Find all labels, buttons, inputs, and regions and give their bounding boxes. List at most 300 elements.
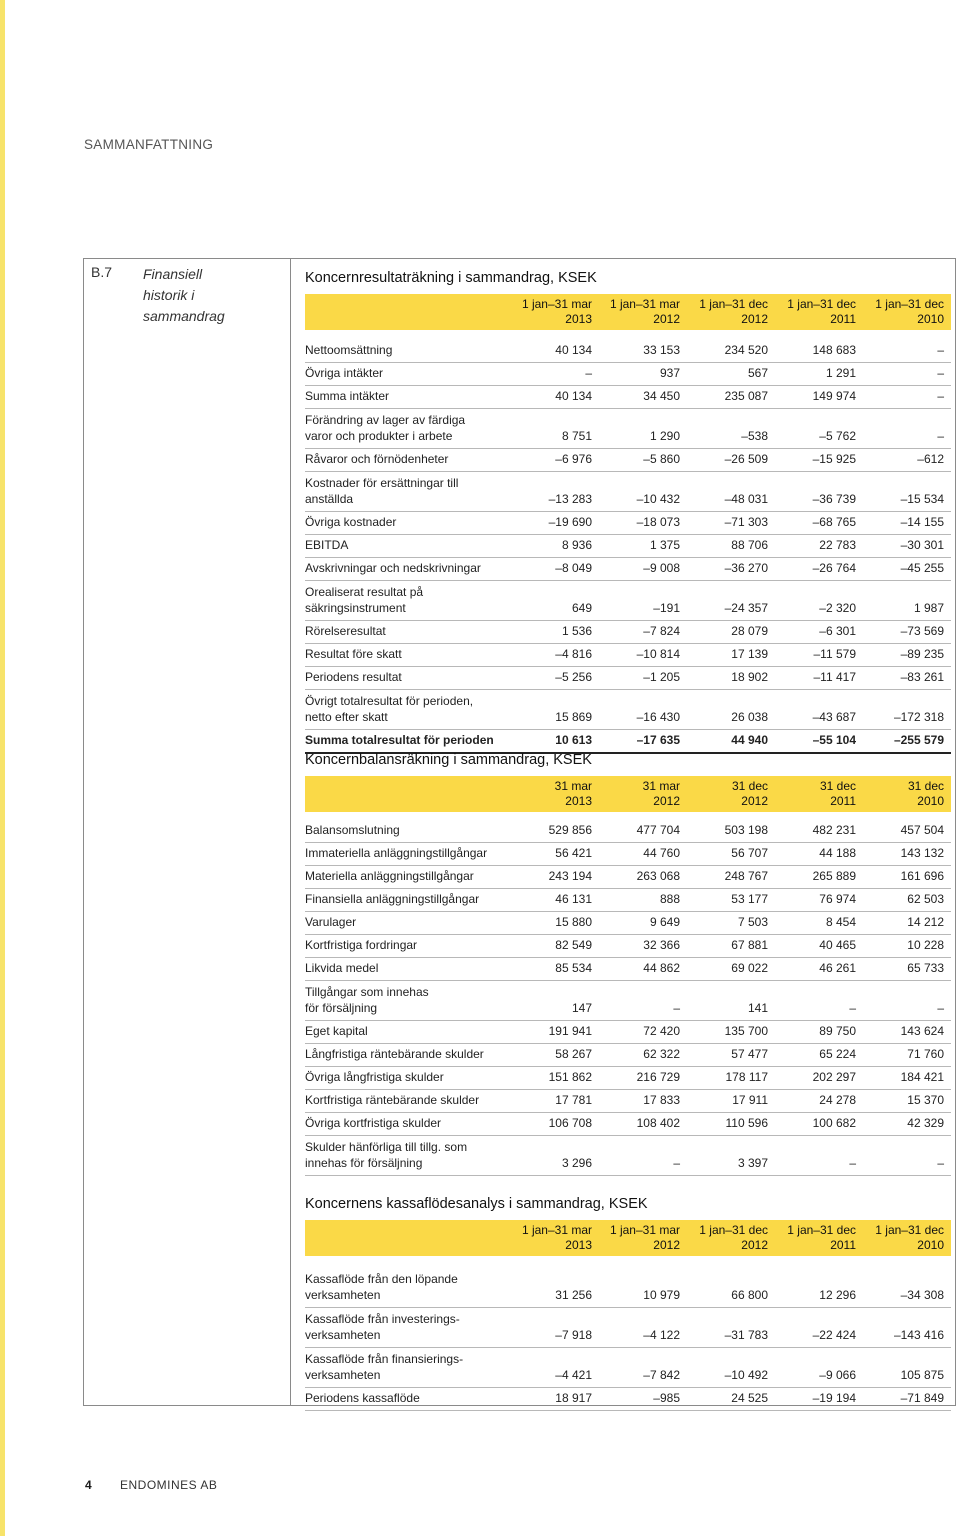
row-label xyxy=(305,868,474,884)
row-value: 33 153 xyxy=(643,343,680,357)
row-label xyxy=(305,514,396,530)
row-label-line: Övriga kortfristiga skulder xyxy=(305,1116,442,1130)
row-value: 24 278 xyxy=(819,1093,856,1107)
row-value: –7 918 xyxy=(555,1328,592,1342)
row-value: – xyxy=(673,1001,680,1015)
row-label xyxy=(305,584,423,616)
row-value: – xyxy=(937,429,944,443)
row-label-line: verksamheten xyxy=(305,1368,381,1382)
row-value: 40 134 xyxy=(555,389,592,403)
row-value: 477 704 xyxy=(636,823,680,837)
row-label xyxy=(305,1046,484,1062)
row-value: –19 690 xyxy=(548,515,592,529)
row-value: 1 290 xyxy=(649,429,680,443)
row-value: –22 424 xyxy=(812,1328,856,1342)
column-header-line: 1 jan–31 dec xyxy=(787,297,856,311)
row-value: 151 862 xyxy=(548,1070,592,1084)
row-value: 72 420 xyxy=(643,1024,680,1038)
row-value: 937 xyxy=(659,366,680,380)
row-value: –19 194 xyxy=(812,1391,856,1405)
row-label xyxy=(305,693,473,725)
table-row xyxy=(305,535,951,558)
row-value: 3 397 xyxy=(737,1156,768,1170)
row-value: 143 132 xyxy=(900,846,944,860)
column-header-line: 2011 xyxy=(830,312,856,326)
column-header-line: 1 jan–31 mar xyxy=(609,1223,680,1237)
row-value: – xyxy=(937,389,944,403)
column-header xyxy=(680,1223,768,1253)
row-value: 1 536 xyxy=(561,624,592,638)
table-row xyxy=(305,558,951,581)
row-value: 69 022 xyxy=(731,961,768,975)
row-label xyxy=(305,365,383,381)
row-value: 503 198 xyxy=(724,823,768,837)
column-header xyxy=(592,779,680,809)
table-row xyxy=(305,912,951,935)
row-value: –10 814 xyxy=(636,647,680,661)
row-value: –15 534 xyxy=(900,492,944,506)
section-header: SAMMANFATTNING xyxy=(84,137,214,152)
row-label-line: Summa totalresultat för perioden xyxy=(305,733,494,747)
row-label xyxy=(305,1390,420,1406)
box-title-line: sammandrag xyxy=(143,308,225,324)
column-header-line: 2013 xyxy=(565,794,592,808)
row-value: 44 760 xyxy=(643,846,680,860)
row-value: 44 188 xyxy=(819,846,856,860)
table-body xyxy=(305,340,951,754)
row-value: –43 687 xyxy=(812,710,856,724)
table-title: Koncernbalansräkning i sammandrag, KSEK xyxy=(305,752,592,768)
row-label xyxy=(305,475,458,507)
table-row xyxy=(305,843,951,866)
table-body xyxy=(305,820,951,1176)
column-header-line: 2012 xyxy=(741,1238,768,1252)
table-row xyxy=(305,889,951,912)
table-row xyxy=(305,958,951,981)
column-header-line: 2013 xyxy=(565,1238,592,1252)
row-label-line: Kortfristiga räntebärande skulder xyxy=(305,1093,480,1107)
table-row xyxy=(305,935,951,958)
row-value: –68 765 xyxy=(812,515,856,529)
row-label xyxy=(305,1139,467,1171)
row-value: –9 066 xyxy=(819,1368,856,1382)
row-value: 457 504 xyxy=(900,823,944,837)
row-value: 56 707 xyxy=(731,846,768,860)
column-header xyxy=(768,297,856,327)
table-row xyxy=(305,644,951,667)
row-label xyxy=(305,1311,460,1343)
table-row xyxy=(305,866,951,889)
row-value: –10 432 xyxy=(636,492,680,506)
row-label xyxy=(305,732,494,748)
row-value: –73 569 xyxy=(900,624,944,638)
row-value: 1 375 xyxy=(649,538,680,552)
table-header-band xyxy=(305,294,951,330)
table-row xyxy=(305,512,951,535)
cash-flow-table xyxy=(305,1196,951,1411)
row-value: 57 477 xyxy=(731,1047,768,1061)
row-label-line: Finansiella anläggningstillgångar xyxy=(305,892,480,906)
column-header-line: 1 jan–31 dec xyxy=(699,1223,768,1237)
row-value: 235 087 xyxy=(724,389,768,403)
row-label-line: innehas för försäljning xyxy=(305,1156,423,1170)
row-label-line: Resultat före skatt xyxy=(305,647,402,661)
row-value: 482 231 xyxy=(812,823,856,837)
column-header xyxy=(504,1223,592,1253)
row-value: –89 235 xyxy=(900,647,944,661)
column-header-line: 1 jan–31 mar xyxy=(609,297,680,311)
row-value: –143 416 xyxy=(893,1328,944,1342)
row-value: 66 800 xyxy=(731,1288,768,1302)
row-value: 40 134 xyxy=(555,343,592,357)
column-header-line: 2010 xyxy=(917,312,944,326)
row-value: –7 824 xyxy=(643,624,680,638)
column-header-line: 1 jan–31 dec xyxy=(875,1223,944,1237)
row-value: 85 534 xyxy=(555,961,592,975)
row-value: –13 283 xyxy=(548,492,592,506)
row-label xyxy=(305,1069,444,1085)
row-label-line: Immateriella anläggningstillgångar xyxy=(305,846,488,860)
box-number: B.7 xyxy=(91,264,113,280)
column-header xyxy=(680,779,768,809)
row-label-line: Periodens kassaflöde xyxy=(305,1391,420,1405)
row-value: 1 291 xyxy=(825,366,856,380)
row-label-line: Likvida medel xyxy=(305,961,379,975)
row-value: 147 xyxy=(571,1001,592,1015)
row-value: 17 911 xyxy=(732,1093,768,1107)
row-value: 88 706 xyxy=(731,538,768,552)
row-value: 71 760 xyxy=(907,1047,944,1061)
row-value: –191 xyxy=(653,601,680,615)
row-value: –10 492 xyxy=(724,1368,768,1382)
column-header xyxy=(768,779,856,809)
table-row xyxy=(305,1348,951,1388)
row-label xyxy=(305,914,356,930)
row-value: 567 xyxy=(747,366,768,380)
row-value: 10 228 xyxy=(907,938,944,952)
table-row xyxy=(305,1308,951,1348)
column-header-line: 2012 xyxy=(653,1238,680,1252)
row-value: 46 261 xyxy=(819,961,856,975)
row-value: 135 700 xyxy=(724,1024,768,1038)
row-label xyxy=(305,412,465,444)
row-value: –17 635 xyxy=(636,733,680,747)
column-header-line: 2011 xyxy=(830,794,856,808)
row-value: 888 xyxy=(659,892,680,906)
row-label-line: för försäljning xyxy=(305,1001,378,1015)
row-value: –1 205 xyxy=(643,670,680,684)
row-label-line: verksamheten xyxy=(305,1328,381,1342)
row-value: 243 194 xyxy=(548,869,592,883)
row-value: –45 255 xyxy=(900,561,944,575)
row-value: –14 155 xyxy=(900,515,944,529)
row-value: 265 889 xyxy=(812,869,856,883)
row-value: –2 320 xyxy=(819,601,856,615)
row-value: –11 417 xyxy=(813,670,856,684)
table-row xyxy=(305,386,951,409)
row-value: – xyxy=(937,1001,944,1015)
row-label-line: Rörelseresultat xyxy=(305,624,386,638)
column-header-line: 31 mar xyxy=(642,779,680,793)
row-value: 161 696 xyxy=(900,869,944,883)
row-value: 10 613 xyxy=(555,733,592,747)
row-value: – xyxy=(937,366,944,380)
row-value: 15 880 xyxy=(555,915,592,929)
row-value: 106 708 xyxy=(548,1116,592,1130)
row-label xyxy=(305,669,402,685)
table-row xyxy=(305,363,951,386)
column-header xyxy=(856,779,944,809)
row-label-line: Övrigt totalresultat för perioden, xyxy=(305,694,474,708)
row-label xyxy=(305,451,448,467)
table-row xyxy=(305,581,951,621)
table-row xyxy=(305,1044,951,1067)
column-header xyxy=(856,297,944,327)
row-value: –55 104 xyxy=(812,733,856,747)
row-value: –15 925 xyxy=(812,452,856,466)
row-value: – xyxy=(937,343,944,357)
company-name: ENDOMINES AB xyxy=(120,1478,218,1492)
row-value: 58 267 xyxy=(555,1047,592,1061)
row-value: 248 767 xyxy=(724,869,768,883)
box-column-divider xyxy=(290,258,291,1406)
row-label-line: Kostnader för ersättningar till xyxy=(305,476,459,490)
row-value: 14 212 xyxy=(907,915,944,929)
table-title: Koncernresultaträkning i sammandrag, KSEK xyxy=(305,270,597,286)
row-value: 44 862 xyxy=(643,961,680,975)
table-header-band xyxy=(305,1220,951,1256)
row-label-line: anställda xyxy=(305,492,354,506)
row-value: 8 751 xyxy=(561,429,592,443)
row-value: –26 764 xyxy=(812,561,856,575)
table-row xyxy=(305,340,951,363)
row-label-line: Avskrivningar och nedskrivningar xyxy=(305,561,481,575)
row-value: – xyxy=(937,1156,944,1170)
row-value: 18 902 xyxy=(731,670,768,684)
table-row xyxy=(305,667,951,690)
row-label xyxy=(305,342,392,358)
row-value: –26 509 xyxy=(724,452,768,466)
column-header-line: 31 dec xyxy=(907,779,944,793)
row-value: 234 520 xyxy=(724,343,768,357)
row-value: 42 329 xyxy=(907,1116,944,1130)
row-value: –11 579 xyxy=(813,647,856,661)
column-header-line: 2012 xyxy=(653,794,680,808)
row-label xyxy=(305,845,487,861)
row-label-line: Tillgångar som innehas xyxy=(305,985,429,999)
row-value: 108 402 xyxy=(636,1116,680,1130)
row-label-line: Övriga kostnader xyxy=(305,515,397,529)
row-value: 178 117 xyxy=(725,1070,768,1084)
row-label-line: Balansomslutning xyxy=(305,823,400,837)
row-value: –30 301 xyxy=(900,538,944,552)
row-value: 17 833 xyxy=(643,1093,680,1107)
column-header xyxy=(680,297,768,327)
row-value: 17 139 xyxy=(731,647,768,661)
row-label-line: verksamheten xyxy=(305,1288,381,1302)
row-value: 10 979 xyxy=(643,1288,680,1302)
row-label-line: Övriga långfristiga skulder xyxy=(305,1070,444,1084)
table-row xyxy=(305,981,951,1021)
column-header-line: 1 jan–31 mar xyxy=(521,297,592,311)
row-label xyxy=(305,1023,368,1039)
row-value: 15 370 xyxy=(907,1093,944,1107)
row-value: 62 322 xyxy=(643,1047,680,1061)
row-value: 149 974 xyxy=(812,389,856,403)
row-value: 184 421 xyxy=(900,1070,944,1084)
row-value: 3 296 xyxy=(561,1156,592,1170)
table-row xyxy=(305,472,951,512)
row-value: –172 318 xyxy=(893,710,944,724)
row-value: –4 122 xyxy=(643,1328,680,1342)
row-label-line: Eget kapital xyxy=(305,1024,368,1038)
row-value: –16 430 xyxy=(636,710,680,724)
table-title: Koncernens kassaflödesanalys i sammandrag, KSEK xyxy=(305,1196,648,1212)
row-value: –255 579 xyxy=(893,733,944,747)
row-value: –4 421 xyxy=(555,1368,592,1382)
table-row xyxy=(305,1136,951,1176)
row-value: 34 450 xyxy=(643,389,680,403)
column-header-line: 1 jan–31 dec xyxy=(699,297,768,311)
row-value: 22 783 xyxy=(819,538,856,552)
margin-color-strip xyxy=(0,0,5,1536)
row-value: –83 261 xyxy=(900,670,944,684)
row-value: –34 308 xyxy=(900,1288,944,1302)
row-label-line: Kassaflöde från finansierings- xyxy=(305,1352,464,1366)
row-value: 32 366 xyxy=(643,938,680,952)
row-label xyxy=(305,1351,463,1383)
row-value: –18 073 xyxy=(636,515,680,529)
row-value: –7 842 xyxy=(643,1368,680,1382)
row-label xyxy=(305,537,348,553)
row-label xyxy=(305,1092,479,1108)
row-value: 46 131 xyxy=(555,892,592,906)
row-label-line: Orealiserat resultat på xyxy=(305,585,424,599)
row-label-line: Materiella anläggningstillgångar xyxy=(305,869,474,883)
row-value: 9 649 xyxy=(649,915,680,929)
row-label xyxy=(305,960,378,976)
row-label xyxy=(305,646,402,662)
row-label-line: Kassaflöde från investerings- xyxy=(305,1312,460,1326)
row-value: 143 624 xyxy=(900,1024,944,1038)
row-value: –36 739 xyxy=(812,492,856,506)
row-label-line: varor och produkter i arbete xyxy=(305,429,453,443)
row-value: – xyxy=(849,1156,856,1170)
row-label-line: Kassaflöde från den löpande xyxy=(305,1272,458,1286)
row-label xyxy=(305,1271,458,1303)
table-row xyxy=(305,621,951,644)
row-value: –6 976 xyxy=(555,452,592,466)
row-value: 1 987 xyxy=(913,601,944,615)
balance-sheet-table xyxy=(305,752,951,1176)
row-value: – xyxy=(585,366,592,380)
row-value: 529 856 xyxy=(548,823,592,837)
row-label-line: Nettoomsättning xyxy=(305,343,393,357)
box-title-line: historik i xyxy=(143,287,195,303)
row-value: 56 421 xyxy=(555,846,592,860)
row-value: –8 049 xyxy=(555,561,592,575)
row-value: –71 849 xyxy=(900,1391,944,1405)
column-header-line: 31 dec xyxy=(819,779,856,793)
column-header-line: 31 mar xyxy=(554,779,592,793)
row-label-line: Övriga intäkter xyxy=(305,366,384,380)
row-value: 26 038 xyxy=(731,710,768,724)
row-value: – xyxy=(849,1001,856,1015)
row-value: 53 177 xyxy=(731,892,768,906)
row-value: 40 465 xyxy=(819,938,856,952)
table-row xyxy=(305,1090,951,1113)
row-value: 8 454 xyxy=(825,915,856,929)
row-value: 44 940 xyxy=(731,733,768,747)
row-value: 18 917 xyxy=(555,1391,592,1405)
column-header xyxy=(592,1223,680,1253)
row-value: 89 750 xyxy=(819,1024,856,1038)
column-header-line: 31 dec xyxy=(731,779,768,793)
row-value: 65 733 xyxy=(907,961,944,975)
table-row xyxy=(305,1067,951,1090)
row-value: –36 270 xyxy=(724,561,768,575)
row-value: 28 079 xyxy=(731,624,768,638)
row-value: 110 596 xyxy=(725,1116,768,1130)
row-label-line: EBITDA xyxy=(305,538,349,552)
row-value: –985 xyxy=(653,1391,680,1405)
row-label-line: Kortfristiga fordringar xyxy=(305,938,418,952)
row-value: 24 525 xyxy=(731,1391,768,1405)
column-header-line: 1 jan–31 dec xyxy=(787,1223,856,1237)
row-label xyxy=(305,984,429,1016)
row-value: 148 683 xyxy=(812,343,856,357)
row-label xyxy=(305,891,479,907)
table-row xyxy=(305,1113,951,1136)
table-row xyxy=(305,690,951,730)
column-header xyxy=(504,779,592,809)
table-row xyxy=(305,1021,951,1044)
row-label-line: Varulager xyxy=(305,915,357,929)
row-value: –4 816 xyxy=(555,647,592,661)
row-value: –612 xyxy=(917,452,944,466)
income-statement-table xyxy=(305,270,951,754)
table-body xyxy=(305,1268,951,1411)
column-header-line: 1 jan–31 mar xyxy=(521,1223,592,1237)
row-value: 100 682 xyxy=(812,1116,856,1130)
row-value: 202 297 xyxy=(812,1070,856,1084)
column-header-line: 2012 xyxy=(741,312,768,326)
column-header-line: 2010 xyxy=(917,1238,944,1252)
row-value: 191 941 xyxy=(548,1024,592,1038)
column-header-line: 2010 xyxy=(917,794,944,808)
row-value: 65 224 xyxy=(819,1047,856,1061)
row-value: 8 936 xyxy=(561,538,592,552)
row-value: 649 xyxy=(571,601,592,615)
table-row xyxy=(305,449,951,472)
row-label xyxy=(305,937,417,953)
row-value: –24 357 xyxy=(724,601,768,615)
page-number: 4 xyxy=(85,1478,92,1492)
row-label-line: Råvaror och förnödenheter xyxy=(305,452,449,466)
row-value: 263 068 xyxy=(636,869,680,883)
table-row xyxy=(305,730,951,754)
column-header xyxy=(592,297,680,327)
row-label xyxy=(305,623,386,639)
row-label xyxy=(305,388,389,404)
row-value: –48 031 xyxy=(724,492,768,506)
row-value: 17 781 xyxy=(555,1093,592,1107)
column-header xyxy=(504,297,592,327)
column-header-line: 2012 xyxy=(653,312,680,326)
row-label xyxy=(305,1115,441,1131)
row-value: –5 762 xyxy=(819,429,856,443)
row-value: 31 256 xyxy=(555,1288,592,1302)
